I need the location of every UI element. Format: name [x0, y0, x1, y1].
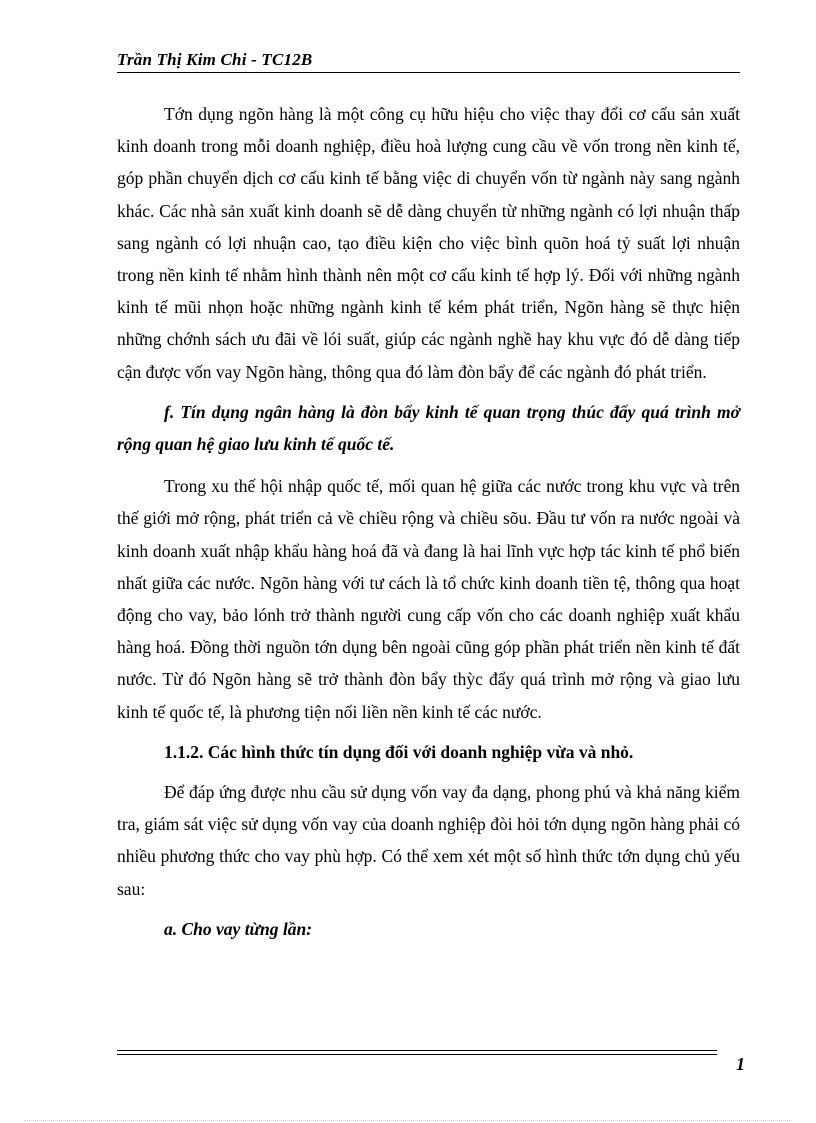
- page-bottom-border: [24, 1120, 792, 1121]
- section-title-1-1-2: 1.1.2. Các hình thức tín dụng đối với doanh nghiệp vừa và nhỏ.: [164, 741, 634, 762]
- page-number: 1: [736, 1054, 745, 1074]
- header-rule: [117, 72, 740, 73]
- heading-a-single-loan: a. Cho vay từng lần:: [164, 918, 313, 939]
- document-body: [117, 98, 740, 945]
- paragraph-credit-forms: Để đáp ứng được nhu cầu sử dụng vốn vay đa dạng, phong phú và khả năng kiểm tra, giám sát việc sử dụng vốn vay của doanh nghiệp đòi hỏi tớn dụng ngõn hàng phải có nhiều phương thức cho vay phù hợp. Có thể xem xét một số hình thức tớn dụng chủ yếu sau:: [117, 782, 740, 899]
- header-author: Trần Thị Kim Chi - TC12B: [117, 50, 313, 69]
- paragraph-credit-structure: Tớn dụng ngõn hàng là một công cụ hữu hiệu cho việc thay đổi cơ cấu sản xuất kinh doanh trong mỗi doanh nghiệp, điều hoà lượng cung cầu về vốn trong nền kinh tế, góp phần chuyển dịch cơ cấu kinh tế bằng việc di chuyển vốn từ ngành này sang ngành khác. Các nhà sản xuất kinh doanh sẽ dễ dàng chuyển từ những ngành có lợi nhuận thấp sang ngành có lợi nhuận cao, tạo điều kiện cho việc bình quõn hoá tỷ suất lợi nhuận trong nền kinh tế nhằm hình thành nên một cơ cấu kinh tế hợp lý. Đối với những ngành kinh tế mũi nhọn hoặc những ngành kinh tế kém phát triển, Ngõn hàng sẽ thực hiện những chớnh sách ưu đãi về lói suất, giúp các ngành nghề hay khu vực đó dễ dàng tiếp cận được vốn vay Ngõn hàng, thông qua đó làm đòn bẩy để các ngành đó phát triển.: [117, 104, 740, 382]
- paragraph-international-integration: Trong xu thế hội nhập quốc tế, mối quan hệ giữa các nước trong khu vực và trên thế giới mở rộng, phát triển cả về chiều rộng và chiều sõu. Đầu tư vốn ra nước ngoài và kinh doanh xuất nhập khẩu hàng hoá đã và đang là hai lĩnh vực hợp tác kinh tế phổ biến nhất giữa các nước. Ngõn hàng với tư cách là tổ chức kinh doanh tiền tệ, thông qua hoạt động cho vay, bảo lónh trở thành người cung cấp vốn cho các doanh nghiệp xuất khẩu hàng hoá. Đồng thời nguồn tớn dụng bên ngoài cũng góp phần phát triển nền kinh tế đất nước. Từ đó Ngõn hàng sẽ trở thành đòn bẩy thỳc đẩy quá trình mở rộng và giao lưu kinh tế quốc tế, là phương tiện nối liền nền kinh tế các nước.: [117, 476, 740, 722]
- footer-rule: [117, 1050, 717, 1055]
- heading-f-credit-leverage: f. Tín dụng ngân hàng là đòn bẩy kinh tế quan trọng thúc đẩy quá trình mở rộng quan hệ giao lưu kinh tế quốc tế.: [117, 401, 740, 455]
